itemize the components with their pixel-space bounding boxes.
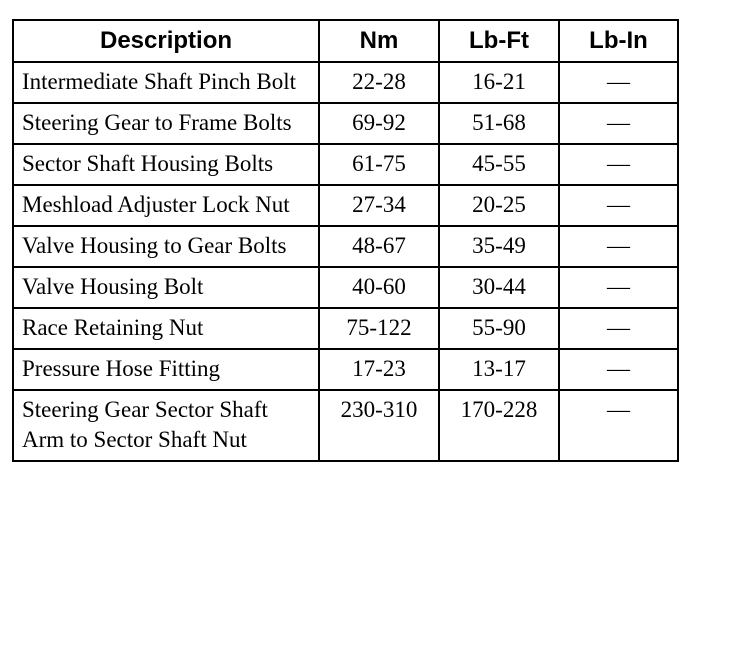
cell-lb-in: — [559, 390, 678, 461]
cell-lb-ft: 35-49 [439, 226, 559, 267]
cell-description: Intermediate Shaft Pinch Bolt [13, 62, 319, 103]
cell-nm: 61-75 [319, 144, 439, 185]
cell-nm: 230-310 [319, 390, 439, 461]
cell-nm: 40-60 [319, 267, 439, 308]
cell-description: Race Retaining Nut [13, 308, 319, 349]
cell-lb-in: — [559, 308, 678, 349]
table-row [13, 185, 678, 226]
header-description: Description [13, 20, 319, 62]
cell-nm: 17-23 [319, 349, 439, 390]
cell-lb-ft: 16-21 [439, 62, 559, 103]
table-row [13, 390, 678, 461]
cell-lb-in: — [559, 144, 678, 185]
cell-lb-in: — [559, 185, 678, 226]
table-row [13, 144, 678, 185]
cell-description: Valve Housing Bolt [13, 267, 319, 308]
cell-nm: 69-92 [319, 103, 439, 144]
cell-description: Valve Housing to Gear Bolts [13, 226, 319, 267]
cell-nm: 75-122 [319, 308, 439, 349]
cell-description: Sector Shaft Housing Bolts [13, 144, 319, 185]
cell-nm: 27-34 [319, 185, 439, 226]
cell-lb-ft: 170-228 [439, 390, 559, 461]
cell-lb-in: — [559, 226, 678, 267]
cell-lb-ft: 45-55 [439, 144, 559, 185]
torque-spec-table [12, 19, 679, 462]
cell-lb-ft: 30-44 [439, 267, 559, 308]
cell-lb-ft: 20-25 [439, 185, 559, 226]
header-lb-ft: Lb-Ft [439, 20, 559, 62]
header-row [13, 20, 678, 62]
cell-lb-ft: 13-17 [439, 349, 559, 390]
cell-description: Meshload Adjuster Lock Nut [13, 185, 319, 226]
cell-lb-in: — [559, 62, 678, 103]
cell-description: Steering Gear Sector Shaft Arm to Sector Shaft Nut [13, 390, 319, 461]
cell-lb-in: — [559, 103, 678, 144]
cell-description: Pressure Hose Fitting [13, 349, 319, 390]
cell-lb-in: — [559, 267, 678, 308]
cell-lb-ft: 55-90 [439, 308, 559, 349]
cell-nm: 22-28 [319, 62, 439, 103]
table-row [13, 103, 678, 144]
table-row [13, 267, 678, 308]
cell-description: Steering Gear to Frame Bolts [13, 103, 319, 144]
header-lb-in: Lb-In [559, 20, 678, 62]
table-row [13, 226, 678, 267]
table-row [13, 62, 678, 103]
table-row [13, 308, 678, 349]
header-nm: Nm [319, 20, 439, 62]
cell-lb-in: — [559, 349, 678, 390]
cell-lb-ft: 51-68 [439, 103, 559, 144]
cell-nm: 48-67 [319, 226, 439, 267]
table-row [13, 349, 678, 390]
